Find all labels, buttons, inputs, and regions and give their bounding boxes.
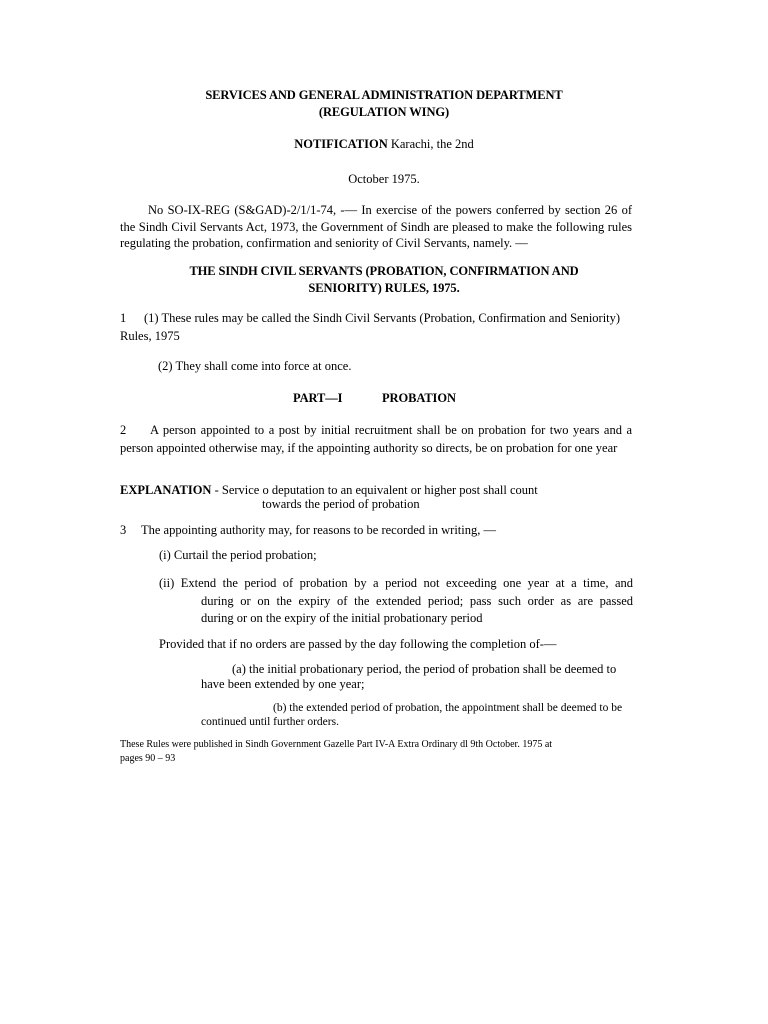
part-label: PART—I bbox=[293, 391, 343, 405]
explanation-text: - Service o deputation to an equivalent or higher post shall count bbox=[211, 483, 538, 497]
footnote-line1: These Rules were published in Sindh Government Gazelle Part IV-A Extra Ordinary dl 9th October. 1975 at bbox=[120, 739, 553, 750]
rule1-number: 1 bbox=[120, 311, 127, 325]
notification-label: NOTIFICATION bbox=[294, 137, 388, 151]
explanation-label: EXPLANATION bbox=[120, 483, 212, 497]
rule2-text: A person appointed to a post by initial recruitment shall be on probation for two years and a person appointed otherwise may, if the appointing authority so directs, be on probation for one year bbox=[120, 423, 632, 455]
rules-title-line1: THE SINDH CIVIL SERVANTS (PROBATION, CONFIRMATION AND bbox=[189, 264, 579, 278]
proviso-clause-a-line1: (a) the initial probationary period, the period of probation shall be deemed to bbox=[232, 662, 617, 676]
rule3-clause-ii-line2: during or on the expiry of the extended period; pass such order as are passed bbox=[201, 594, 633, 608]
rules-title-line2: SENIORITY) RULES, 1975. bbox=[308, 281, 460, 295]
proviso: Provided that if no orders are passed by the day following the completion of-— bbox=[159, 637, 557, 651]
department-heading: SERVICES AND GENERAL ADMINISTRATION DEPARTMENT bbox=[205, 88, 563, 102]
proviso-clause-b-line2: continued until further orders. bbox=[201, 716, 339, 728]
explanation-line bbox=[120, 483, 538, 498]
explanation-text-continued: towards the period of probation bbox=[262, 497, 420, 511]
rule3-clause-ii-line1: (ii) Extend the period of probation by a period not exceeding one year at a time, and bbox=[159, 576, 633, 590]
rule3-clause-ii-line3: during or on the expiry of the initial probationary period bbox=[201, 611, 483, 625]
notification-line bbox=[0, 137, 768, 152]
rule3-number: 3 bbox=[120, 523, 127, 537]
wing-heading: (REGULATION WING) bbox=[318, 105, 450, 119]
rule1-text: (1) These rules may be called the Sindh Civil Servants (Probation, Confirmation and Seniority) Rules, 1975 bbox=[120, 311, 621, 343]
rule3-text: The appointing authority may, for reasons to be recorded in writing, — bbox=[141, 523, 496, 537]
proviso-clause-b-line1: (b) the extended period of probation, the appointment shall be deemed to be bbox=[273, 702, 623, 714]
part-title: PROBATION bbox=[382, 391, 456, 405]
rule2-number: 2 bbox=[120, 423, 127, 437]
preamble-paragraph: No SO-IX-REG (S&GAD)-2/1/1-74, -— In exercise of the powers conferred by section 26 of the Sindh Civil Servants Act, 1973, the Government of Sindh are pleased to make the following rules regulating the probation, confirmation and seniority of Civil Servants, namely. — bbox=[120, 203, 632, 250]
rule3-clause-i: (i) Curtail the period probation; bbox=[159, 548, 317, 562]
footnote-line2: pages 90 – 93 bbox=[120, 753, 176, 764]
proviso-clause-a-line2: have been extended by one year; bbox=[201, 677, 365, 691]
rule1-subclause-2: (2) They shall come into force at once. bbox=[158, 359, 352, 373]
notification-place: Karachi, the 2nd bbox=[387, 137, 474, 151]
notification-date: October 1975. bbox=[348, 172, 420, 186]
